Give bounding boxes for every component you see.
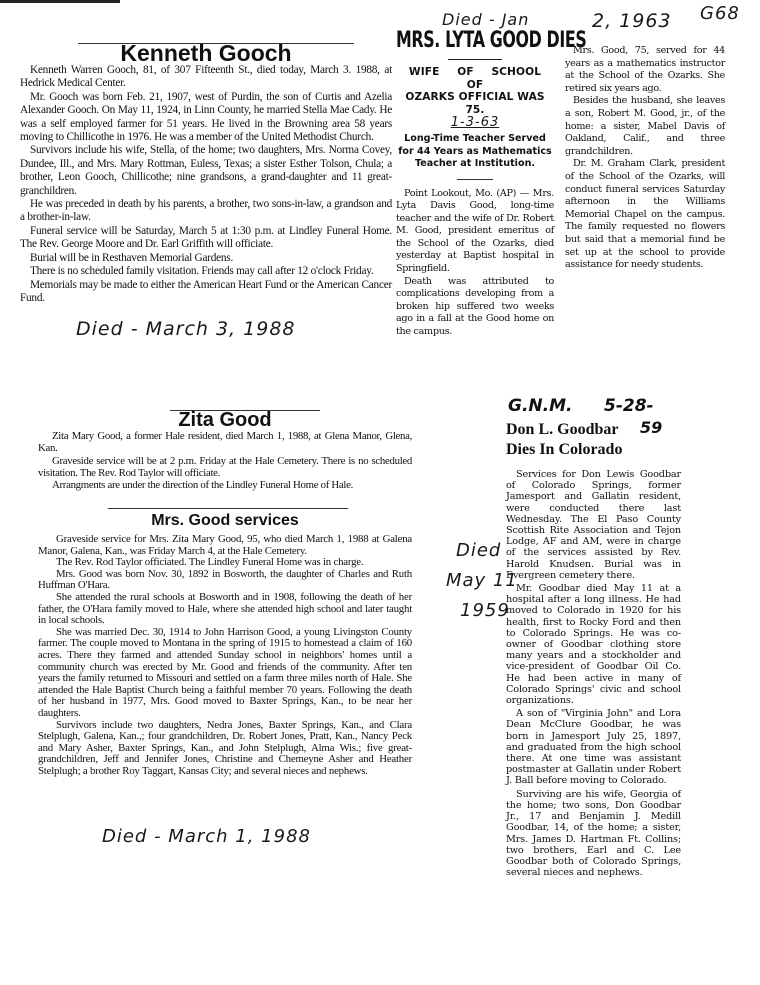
- subdeck: Long-Time Teacher Served for 44 Years as Mathematics Teacher at Institution.: [398, 133, 552, 169]
- clipping-mrs-good-services: [38, 512, 412, 777]
- handwritten-margin-note: Died: [456, 540, 502, 561]
- handwritten-date: 1-3-63: [450, 115, 500, 130]
- headline-rule: [108, 508, 348, 509]
- article-body: [20, 64, 392, 305]
- handwritten-source: G.N.M.: [508, 396, 573, 416]
- handwritten-death-date: Died - March 1, 1988: [102, 826, 311, 847]
- headline: Don L. Goodbar: [506, 421, 619, 438]
- section-rule: [457, 179, 493, 180]
- handwritten-year: 59: [640, 418, 663, 437]
- paragraph: Surviving are his wife, Georgia of the home; two sons, Don Goodbar Jr., 17 and Benjamin J. Medill Goodbar, 14, of the home; a sister, Mrs. James D. Hartman Ft. Collins; two brothers, Earl and C. Lee Goodbar both of Colorado Springs, several nieces and nephews.: [506, 788, 681, 879]
- handwritten-death-date: Died - March 3, 1988: [76, 318, 296, 340]
- paragraph: She attended the rural schools at Bosworth and in 1908, following the death of her father, the O'Hara family moved to Hale, where she attended high school and later taught in local schools.: [38, 590, 412, 627]
- paragraph: The Rev. Rod Taylor officiated. The Lindley Funeral Home was in charge.: [56, 556, 364, 569]
- paragraph: He was preceded in death by his parents, a brother, two sons-in-law, a grandson and a brother-in-law.: [20, 198, 392, 224]
- handwritten-year-note: 2, 1963: [592, 10, 672, 32]
- handwritten-margin-note: 1959: [460, 600, 510, 621]
- clipping-don-goodbar: [506, 420, 681, 878]
- paragraph: Besides the husband, she leaves a son, Robert M. Good, jr., of the home: a sister, Mabel Davis of Oakland, Calif., and three grandchildren.: [565, 95, 725, 157]
- handwritten-margin-note: May 11: [446, 570, 518, 591]
- paragraph: Burial will be in Resthaven Memorial Gardens.: [30, 251, 234, 264]
- handwritten-file-code: G68: [700, 3, 740, 24]
- paragraph: A son of "Virginia John" and Lora Dean McClure Goodbar, he was born in Jamesport July 25, 1897, and graduated from the high school there. At one time was assistant postmaster at Gallatin under Robert J. Ball before moving to Colorado.: [506, 708, 681, 787]
- paragraph: Services for Don Lewis Goodbar of Colorado Springs, former Jamesport and Gallatin resident, were conducted there last Wednesday. The El Paso County Scottish Rite Association and Tejon Lodge, AF and AM, were in charge of the services assisted by Rev. Harold Knudsen. Burial was in Evergreen cemetery there.: [506, 469, 681, 581]
- paragraph: Funeral service will be Saturday, March 5 at 1:30 p.m. at Lindley Funeral Home. The Rev. George Moore and Dr. Earl Griffith will officiate.: [20, 224, 392, 251]
- headline: Kenneth Gooch: [120, 40, 292, 66]
- article-body-col1: [396, 188, 554, 339]
- paragraph: Mr. Goodbar died May 11 at a hospital after a long illness. He had moved to Colorado in 1920 for his health, first to Rocky Ford and then to Colorado Springs. He was co-owner of Goodbar clothing store many years and a stockholder and vice-president of Goodbar Oil Co. He had been active in many of Colorado Springs' civic and school organizations.: [506, 583, 681, 707]
- deck-line: WIFE OF SCHOOL OF: [408, 66, 542, 91]
- headline-rule: [448, 59, 502, 60]
- paragraph: She was married Dec. 30, 1914 to John Harrison Good, a young Livingston County farmer. The couple moved to Montana in the spring of 1915 to homestead a claim of 160 acres. There they farmed and attended Sunday school in neighbors' homes until a community church was erected by Mr. Good and friends of the community. After ten years the family returned to Missouri and settled on a farm three miles north of Hale. She attended the Hale Baptist Church being a faithful member 70 years. Following the death of her husband in 1977, Mrs. Good moved to Baxter Springs, Kan., to be near her daughters.: [38, 625, 412, 719]
- paragraph: Mrs. Good, 75, served for 44 years as a mathematics instructor at the School of the Ozarks. She retired six years ago.: [565, 45, 725, 94]
- scan-edge-mark: [0, 0, 120, 3]
- paragraph: Arrangments are under the direction of the Lindley Funeral Home of Hale.: [52, 479, 353, 492]
- clipping-lyta-good: [396, 28, 587, 339]
- headline: Zita Good: [178, 409, 272, 431]
- paragraph: There is no scheduled family visitation. Friends may call after 12 o'clock Friday.: [30, 265, 374, 278]
- paragraph: Point Lookout, Mo. (AP) — Mrs. Lyta Davis Good, long-time teacher and the wife of Dr. Robert M. Good, president emeritus of the School of the Ozarks, died yesterday at Baptist hospital in Springfield.: [396, 187, 554, 275]
- paragraph: Graveside service will be at 2 p.m. Friday at the Hale Cemetery. There is no scheduled visitation. The Rev. Rod Taylor will officiate.: [38, 454, 412, 479]
- handwritten-died-note: Died - Jan: [442, 10, 530, 29]
- paragraph: Dr. M. Graham Clark, president of the School of the Ozarks, will conduct funeral services Saturday afternoon in the Williams Memorial Chapel on the campus. The family requested no flowers but said that a memorial fund be set up at the school to provide assistance for needy students.: [565, 158, 725, 271]
- clipping-zita-good: [38, 410, 412, 491]
- paragraph: Kenneth Warren Gooch, 81, of 307 Fifteenth St., died today, March 3. 1988, at Hedrick Medical Center.: [20, 64, 392, 90]
- article-body: [38, 430, 412, 491]
- paragraph: Zita Mary Good, a former Hale resident, died March 1, 1988, at Glena Manor, Glena, Kan.: [38, 430, 412, 455]
- paragraph: Memorials may be made to either the American Heart Fund or the American Cancer Fund.: [20, 278, 392, 304]
- paragraph: Graveside service for Mrs. Zita Mary Good, 95, who died March 1, 1988 at Galena Manor, Galena, Kan., was Friday March 4, at the Hale Cemetery.: [38, 533, 412, 557]
- article-body: [38, 534, 412, 777]
- headline: Mrs. Good services: [151, 512, 299, 529]
- clipping-kenneth-gooch: [20, 42, 392, 305]
- handwritten-date: 5-28-: [604, 396, 654, 416]
- paragraph: Death was attributed to complications developing from a broken hip suffered two weeks ago in a fall at the Good home on the campus.: [396, 275, 554, 338]
- article-body: [506, 469, 681, 878]
- headline: Dies In Colorado: [506, 441, 623, 458]
- article-body-col2: [565, 45, 725, 272]
- paragraph: Survivors include two daughters, Nedra Jones, Baxter Springs, Kan., and Clara Stelplugh, Galena, Kan.,; four grandchildren, Dr. Robert Jones, Pratt, Kan., Nancy Peck and Mary Asher, Baxter Springs, Kan., and John Stelplugh, Alma Wis.; five great-grandchildren, Jeff and Jennifer Jones, Christine and Chemeyne Asher and Heather Stelplugh; a brother Roy Taggart, Kansas City; and several nieces and nephews.: [38, 718, 412, 777]
- paragraph: Survivors include his wife, Stella, of the home; two daughters, Mrs. Norma Covey, Dundee, Ill., and Mrs. Mary Rottman, Euless, Texas; a sister Esther Tolson, Chula; a brother, Leon Gooch, Chillicothe; nine grandsons, a grand-daughter and 11 great-granchildren.: [20, 144, 392, 197]
- deck-line: OZARKS OFFICIAL WAS 75.: [405, 91, 545, 116]
- paragraph: Mrs. Good was born Nov. 30, 1892 in Bosworth, the daughter of Charles and Ruth Huffman O'Hara.: [38, 567, 412, 592]
- paragraph: Mr. Gooch was born Feb. 21, 1907, west of Purdin, the son of Curtis and Azelia Alexander Gooch. On May 11, 1924, in Linn County, he married Stella Mae Cady. He was a self employed farmer for 51 years. He lived in the Browning area 58 years moving to Chillicothe in 1976. He was a member of the United Methodist Church.: [20, 90, 392, 144]
- headline: MRS. LYTA GOOD DIES: [396, 28, 587, 53]
